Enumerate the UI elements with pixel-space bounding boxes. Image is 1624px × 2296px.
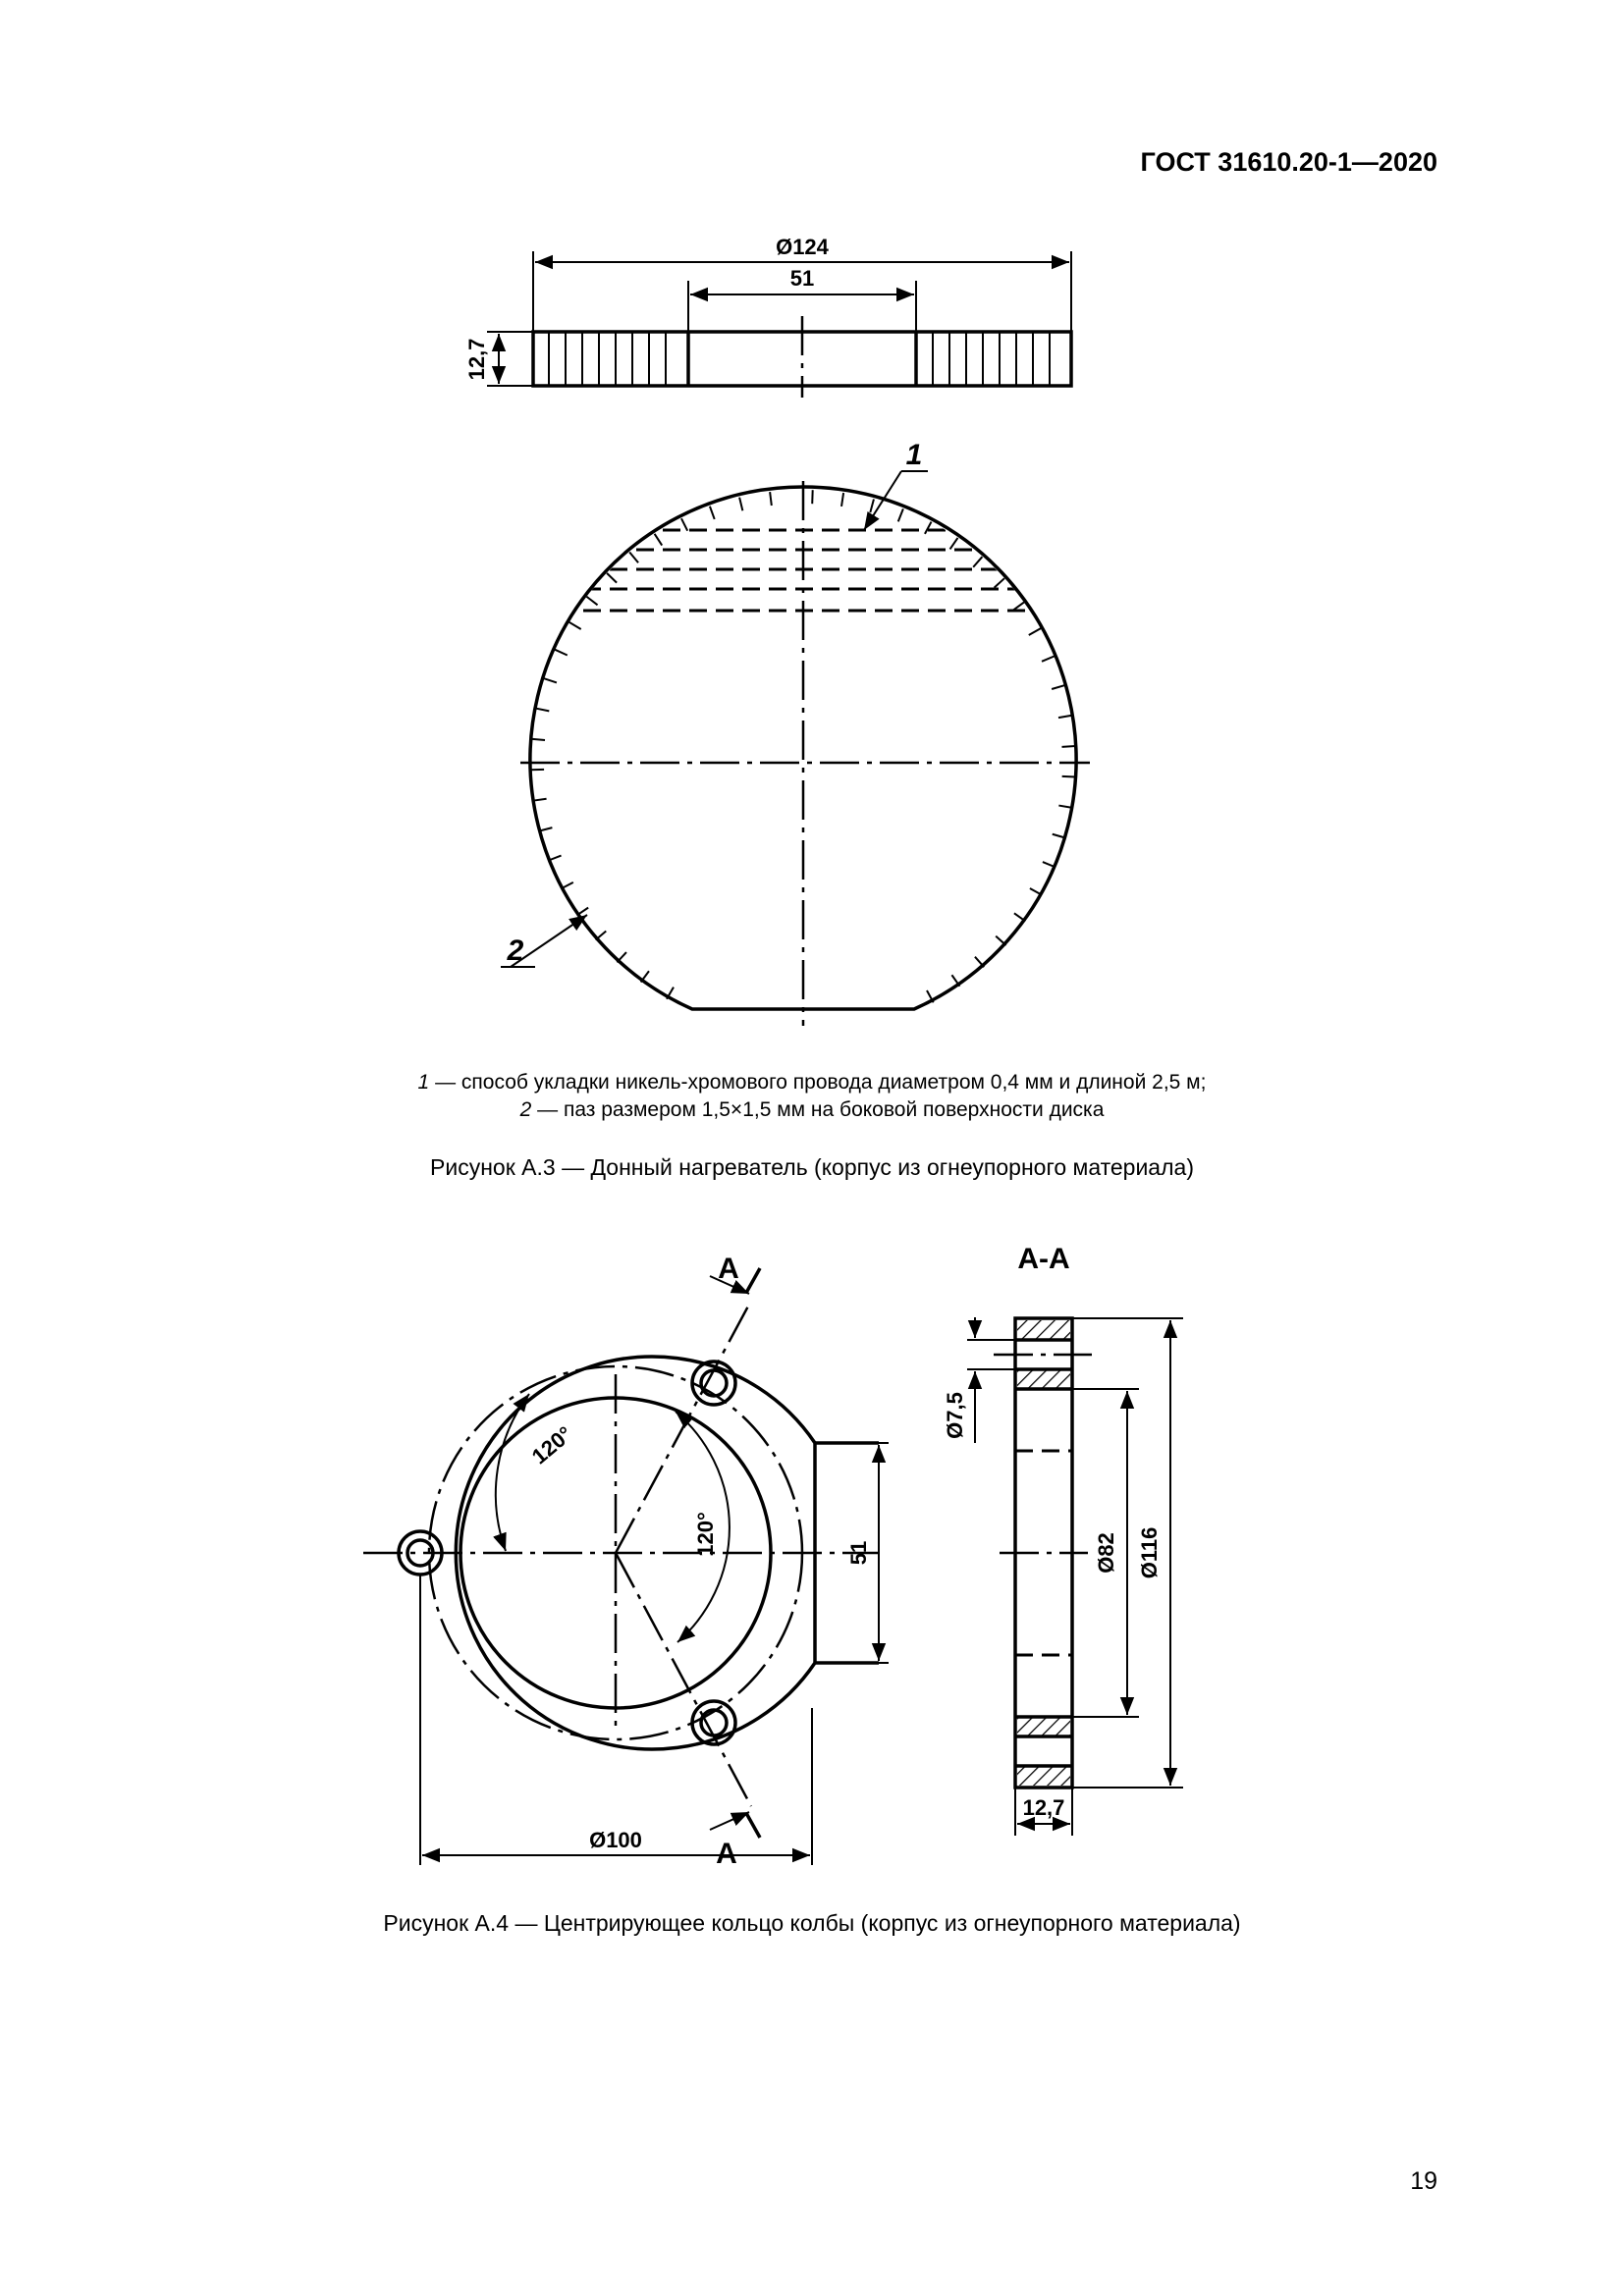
fig-a4-plan-view — [363, 1253, 889, 1870]
legend-item-1: 1 — способ укладки никель-хромового провода диаметром 0,4 мм и длиной 2,5 м; — [417, 1071, 1207, 1094]
label-1: 1 — [905, 439, 923, 471]
dim-width-51: 51 — [789, 266, 815, 291]
dim-thickness-12-7: 12,7 — [464, 338, 489, 381]
figure-a3-caption: Рисунок А.3 — Донный нагреватель (корпус из огнеупорного материала) — [430, 1154, 1194, 1180]
page-number: 19 — [1410, 2167, 1437, 2195]
dim-diameter-82: Ø82 — [1094, 1532, 1118, 1574]
angle-label-1: 120° — [526, 1421, 577, 1469]
section-mark-top: А — [718, 1253, 739, 1285]
dim-flat-51: 51 — [846, 1540, 871, 1566]
angle-label-2: 120° — [693, 1512, 718, 1557]
figure-a3-legend — [0, 1069, 1624, 1124]
page-header: ГОСТ 31610.20-1—2020 — [1140, 147, 1437, 177]
dim-hole-7-5: Ø7,5 — [943, 1392, 967, 1439]
fig-a3-top-view — [501, 439, 1090, 1026]
fig-a4-section-view — [943, 1243, 1183, 1836]
dim-thickness-section: 12,7 — [1022, 1795, 1065, 1820]
section-mark-bottom: А — [716, 1838, 737, 1870]
legend-item-2: 2 — паз размером 1,5×1,5 мм на боковой поверхности диска — [519, 1098, 1105, 1121]
dim-diameter-116: Ø116 — [1137, 1526, 1162, 1579]
dim-diameter-124: Ø124 — [776, 235, 829, 259]
fig-a3-side-view — [464, 235, 1071, 398]
label-2: 2 — [507, 934, 524, 967]
figure-a4-caption: Рисунок А.4 — Центрирующее кольцо колбы (корпус из огнеупорного материала) — [383, 1910, 1241, 1936]
dim-diameter-100: Ø100 — [589, 1828, 642, 1852]
section-title: А-А — [1017, 1243, 1070, 1275]
